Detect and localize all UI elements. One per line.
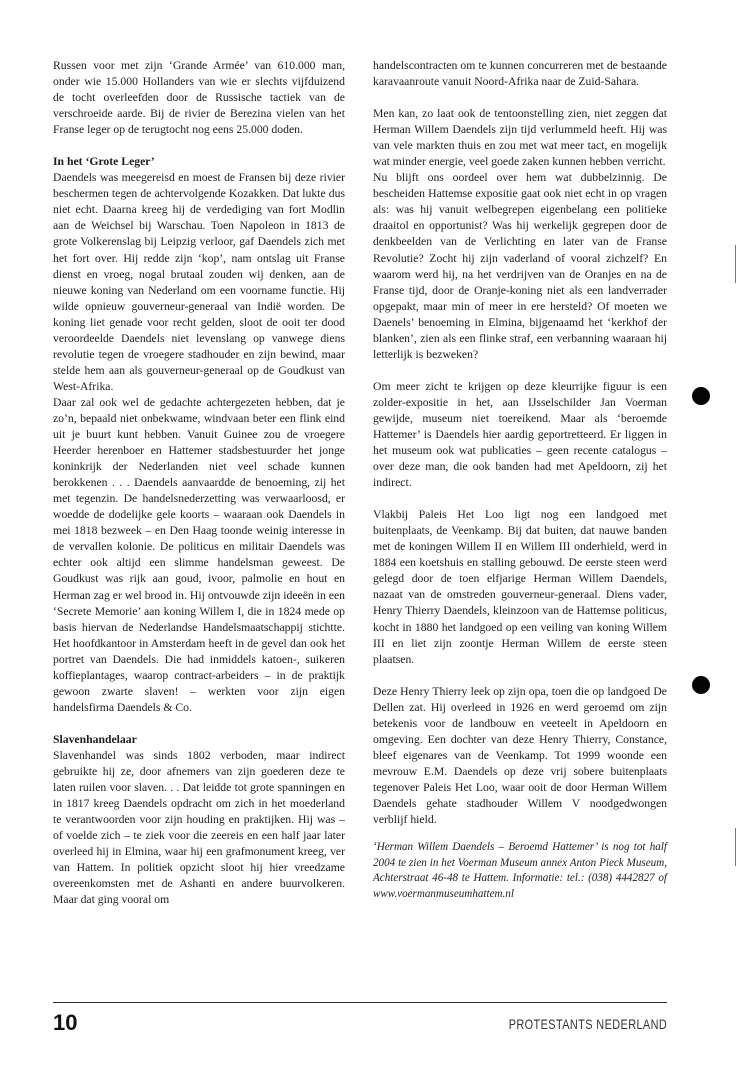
left-column: [53, 58, 345, 908]
paragraph: Nu blijft ons oordeel over hem wat dubbelzinnig. De bescheiden Hattemse expositie gaat ook niet echt in op vragen als: was hij vanuit welbegrepen eigenbelang een politieke draaitol en opportunist? Was hij werkelijk gegrepen door de denkbeelden van de Verlichting en later van de Franse Revolutie? Zocht hij zijn vaderland of vooral zichzelf? En waarom werd hij, na het verdrijven van de Oranjes en na de Franse tijd, door de Oranje-koning niet als een landverrader opgepakt, maar min of meer in ere hersteld? Of moeten we Daenels’ benoeming in Elmina, bijgenaamd het ‘kerkhof der blanken’, zien als een flinke straf, een verbanning waaraan hij letterlijk is bezweken?: [373, 171, 667, 361]
page-number: 10: [53, 1010, 78, 1035]
paragraph: Om meer zicht te krijgen op deze kleurrijke figuur is een zolder-expositie in het, aan IJsselschilder Jan Voerman gewijde, museum niet toereikend. Maar als ‘beroemde Hattemer’ is Daendels hier aardig geportretteerd. Er liggen in het museum ook wat publicaties – geen recente catalogus – over deze man, die ook banden had met Apeldoorn, zij het indirect.: [373, 379, 667, 490]
paragraph: Deze Henry Thierry leek op zijn opa, toen die op landgoed De Dellen zat. Hij overleed in 1926 en werd geroemd om zijn betekenis voor de landbouw en veeteelt in Apeldoorn en omgeving. Een dochter van deze Henry Thierry, Constance, bleef eigenares van de Veenkamp. Tot 1999 woonde een mevrouw E.M. Daendels op deze vrij sobere buitenplaats tegenover Paleis Het Loo, waar ooit de door Herman Willem Daendels gehate stadhouder Willem V noodgedwongen verblijf hield.: [373, 684, 667, 827]
punch-hole: [692, 387, 710, 405]
paragraph: Daar zal ook wel de gedachte achtergezeten hebben, dat je zo’n, bepaald niet onbekwame, windvaan beter een flink eind uit je buurt kunt hebben. Vanuit Guinee zou de vroegere Heerder herenboer en Hattemer stadsbestuurder het jonge koninkrijk der Nederlanden niet veel schade kunnen berokkenen . . . Daendels aanvaardde de benoeming, zij het met tegenzin. De handelsnederzetting was verwaarloosd, er woedde de dodelijke gele koorts – waaraan ook Daendels in mei 1818 bezweek – en Den Haag toonde weinig interesse in de vervallen kolonie. De politicus en militair Daendels was echter ook altijd een slimme handelsman geweest. De Goudkust was rijk aan goud, ivoor, palmolie en hout en Herman zag er wel brood in. Hij ontvouwde zijn ideeën in een ‘Secrete Memorie’ aan koning Willem I, die in 1824 mede op basis hiervan de Nederlandse Handelsmaatschappij stichtte. Het hoofdkantoor in Amsterdam heeft in de gevel dan ook het portret van Daendels. Die had inmiddels katoen-, suikeren koffieplantages, waarop contract-arbeiders – in de praktijk gewoon zwarte slaven! – werkten voor zijn eigen handelsfirma Daendels & Co.: [53, 395, 345, 714]
publication-title: PROTESTANTS NEDERLAND: [508, 1016, 667, 1032]
paragraph: handelscontracten om te kunnen concurreren met de bestaande karavaanroute vanuit Noord-Afrika naar de Zuid-Sahara.: [373, 59, 667, 89]
punch-hole: [692, 676, 710, 694]
section-heading-slavenhandelaar: Slavenhandelaar: [53, 732, 137, 746]
section-heading-grote-leger: In het ‘Grote Leger’: [53, 155, 155, 169]
footer-rule: [53, 1002, 667, 1003]
right-column: [373, 58, 667, 902]
paragraph: Daendels was meegereisd en moest de Fransen bij deze rivier beschermen tegen de achtervolgende Kozakken. Dat lukte dus niet echt. Daarna kreeg hij de verdediging van fort Modlin aan de Weichsel bij Warschau. Toen Napoleon in 1813 de grote Volkerenslag bij Leipzig verloor, gaf Daendels zich met het fort over. Hij redde zijn ‘kop’, nam ontslag uit Franse dienst en vroeg, nogal brutaal zouden wij denken, aan de nieuwe koning van Nederland om een voorname functie. Hij wilde opnieuw gouverneur-generaal van Indië worden. De koning liet genade voor recht gelden, sloot de ooit ter dood veroordeelde Daendels niet levenslang op vanwege diens revolutie tegen de vroegere stadhouder en zijn bewind, maar stelde hem aan als gouverneur-generaal op de Goudkust van West-Afrika.: [53, 171, 345, 393]
exhibition-credit: ‘Herman Willem Daendels – Beroemd Hattemer’ is nog tot half 2004 te zien in het Voerman Museum annex Anton Pieck Museum, Achterstraat 46-48 te Hattem. Informatie: tel.: (038) 4442827 of www.voermanmuseumhattem.nl: [373, 841, 667, 900]
paragraph: Men kan, zo laat ook de tentoonstelling zien, niet zeggen dat Herman Willem Daendels zijn tijd verlummeld heeft. Hij was van vele markten thuis en zou met wat meer tact, en mogelijk wat minder energie, veel goede zaken kunnen hebben verricht.: [373, 107, 667, 169]
intro-paragraph: Russen voor met zijn ‘Grande Armée’ van 610.000 man, onder wie 15.000 Hollanders van wie er slechts vijfduizend de tocht overleefden door de Russische tactiek van de verschroeide aarde. Bij de rivier de Berezina vielen van het Franse leger op de terugtocht nog eens 25.000 doden.: [53, 59, 345, 137]
paragraph: Vlakbij Paleis Het Loo ligt nog een landgoed met buitenplaats, de Veenkamp. Bij dat buiten, dat nauwe banden met de koningen Willem II en Willem III onderhield, werd in 1884 een koetshuis en stalling gebouwd. De eerste steen werd gelegd door de toen elfjarige Herman Willem Daendels, nazaat van de omstreden gouverneur-generaal. Diens vader, Henry Thierry Daendels, kleinzoon van de Hattemse politicus, kocht in 1880 het landgoed op een veiling van koning Willem III en liet zijn zoontje Herman Willem de eerste steen plaatsen.: [373, 508, 667, 666]
edge-mark: [735, 828, 736, 866]
edge-mark: [735, 245, 736, 283]
paragraph: Slavenhandel was sinds 1802 verboden, maar indirect gebruikte hij ze, door afnemers van zijn goederen deze te laten ruilen voor slaven. . . Dat leidde tot grote spanningen en in 1817 kreeg Daendels opdracht om zich in het moederland te verantwoorden voor zijn houding en praktijken. Hij was – of voelde zich – te ziek voor die zeereis en een half jaar later overleed hij in Elmina, waar hij een grafmonument kreeg, ver van Hattem. In politiek opzicht sloot hij hier vreedzame overeenkomsten met de Ashanti en andere buurvolkeren. Maar dat ging vooral om: [53, 748, 345, 907]
